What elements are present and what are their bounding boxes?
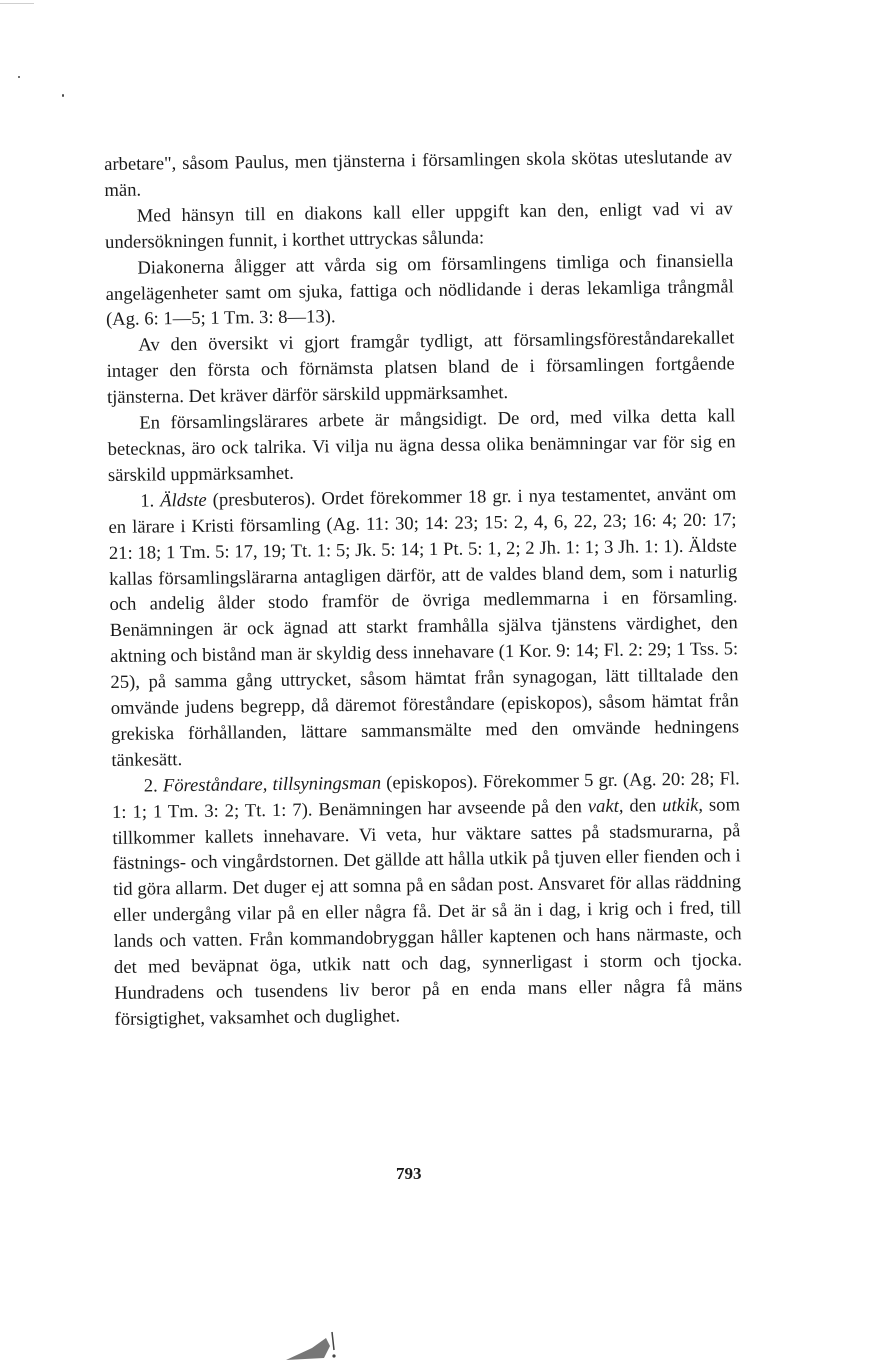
dust-speck xyxy=(18,76,20,78)
text-run: (presbuteros). Ordet förekommer 18 gr. i nya testamentet, använt om en lärare i Kristi församling (Ag. 11: 30; 14: 23; 15: 2, 4, 6, 22, 23; 16: 4; 20: 17; 21: 18; 1 Tm. 5: 17, 19; Tt. 1: 5; Jk. 5: 14; 1 Pt. 5: 1, 2; 2 Jh. 1: 1; 3 Jh. 1: 1). Äldste kallas församlingslärarna antagligen därför, att de valdes bland dem, som i naturlig och andelig ålder stodo framför de övriga medlemmarna i en församling. Benämningen är ock ägnad att starkt framhålla själva tjänstens värdighet, den aktning och bistånd man är skyldig dess innehavare (1 Kor. 9: 14; Fl. 2: 29; 1 Tss. 5: 25), på samma gång uttrycket, såsom hämtat från synagogan, lätt tilltalade den omvände judens begrepp, då däremot föreståndare (episkopos), såsom hämtat från grekiska förhållanden, lättare sammansmälte med den omvände hedningens tänkesätt. xyxy=(108,483,740,771)
italic-term: Äldste xyxy=(160,489,207,512)
paragraph xyxy=(106,326,735,411)
ink-smudge-mark xyxy=(282,1328,342,1364)
text-run: (episkopos). Förekommer 5 gr. (Ag. 20: 28; Fl. 1: 1; 1 Tm. 3: 2; Tt. 1: 7). Benämningen har avseende på den xyxy=(111,768,740,823)
document-page xyxy=(104,144,743,1032)
text-run: 2. xyxy=(143,775,164,797)
page-edge-line xyxy=(0,3,34,4)
italic-term: Föreståndare, tillsyningsman xyxy=(162,772,382,797)
paragraph xyxy=(108,481,739,774)
paragraph xyxy=(107,403,736,488)
text-run: 1. xyxy=(140,490,161,512)
paragraph xyxy=(105,196,734,255)
text-run: Diakonerna åligger att vårda sig om församlingens timliga och finansiella angelägenheter samt om sjuka, fattiga och nödlidande i deras lekamliga trångmål (Ag. 6: 1—5; 1 Tm. 3: 8—13). xyxy=(105,249,734,331)
paragraph xyxy=(112,766,743,1033)
text-run: den xyxy=(623,794,663,817)
italic-term: utkik, xyxy=(662,794,704,816)
paragraph xyxy=(104,144,733,203)
text-run: arbetare", såsom Paulus, men tjänsterna i församlingen skola skötas uteslutande av män. xyxy=(104,146,733,201)
text-run: Av den översikt vi gjort framgår tydligt, att församlingsföreståndarekallet intager den första och förnämsta platsen bland de i församlingen fortgående tjänsterna. Det kräver därför särskild uppmärksamhet. xyxy=(106,327,735,409)
italic-term: vakt, xyxy=(587,795,624,817)
text-run: Med hänsyn till en diakons kall eller uppgift kan den, enligt vad vi av undersökningen funnit, i korthet uttryckas sålunda: xyxy=(104,198,733,253)
paragraph xyxy=(105,248,734,333)
dust-speck xyxy=(62,94,64,97)
page-number: 793 xyxy=(396,1164,422,1183)
text-run: som tillkommer kallets innehavare. Vi veta, hur väktare sattes på stadsmurarna, på fästnings- och vingårdstornen. Det gällde att hålla utkik på tjuven eller fienden och i tid göra allarm. Det duger ej att somna på en sådan post. Ansvaret för allas räddning eller undergång vilar på en eller några få. Det är så än i dag, i krig och i fred, till lands och vatten. Från kommandobryggan håller kaptenen och hans närmaste, och det med beväpnat öga, utkik natt och dag, synnerligast i storm och tjocka. Hundradens och tusendens liv beror på en enda mans eller några få mäns försigtighet, vaksamhet och duglighet. xyxy=(112,793,743,1030)
text-run: En församlingslärares arbete är mångsidigt. De ord, med vilka detta kall betecknas, äro ock talrika. Vi vilja nu ägna dessa olika benämningar var för sig en särskild uppmärksamhet. xyxy=(107,405,736,486)
